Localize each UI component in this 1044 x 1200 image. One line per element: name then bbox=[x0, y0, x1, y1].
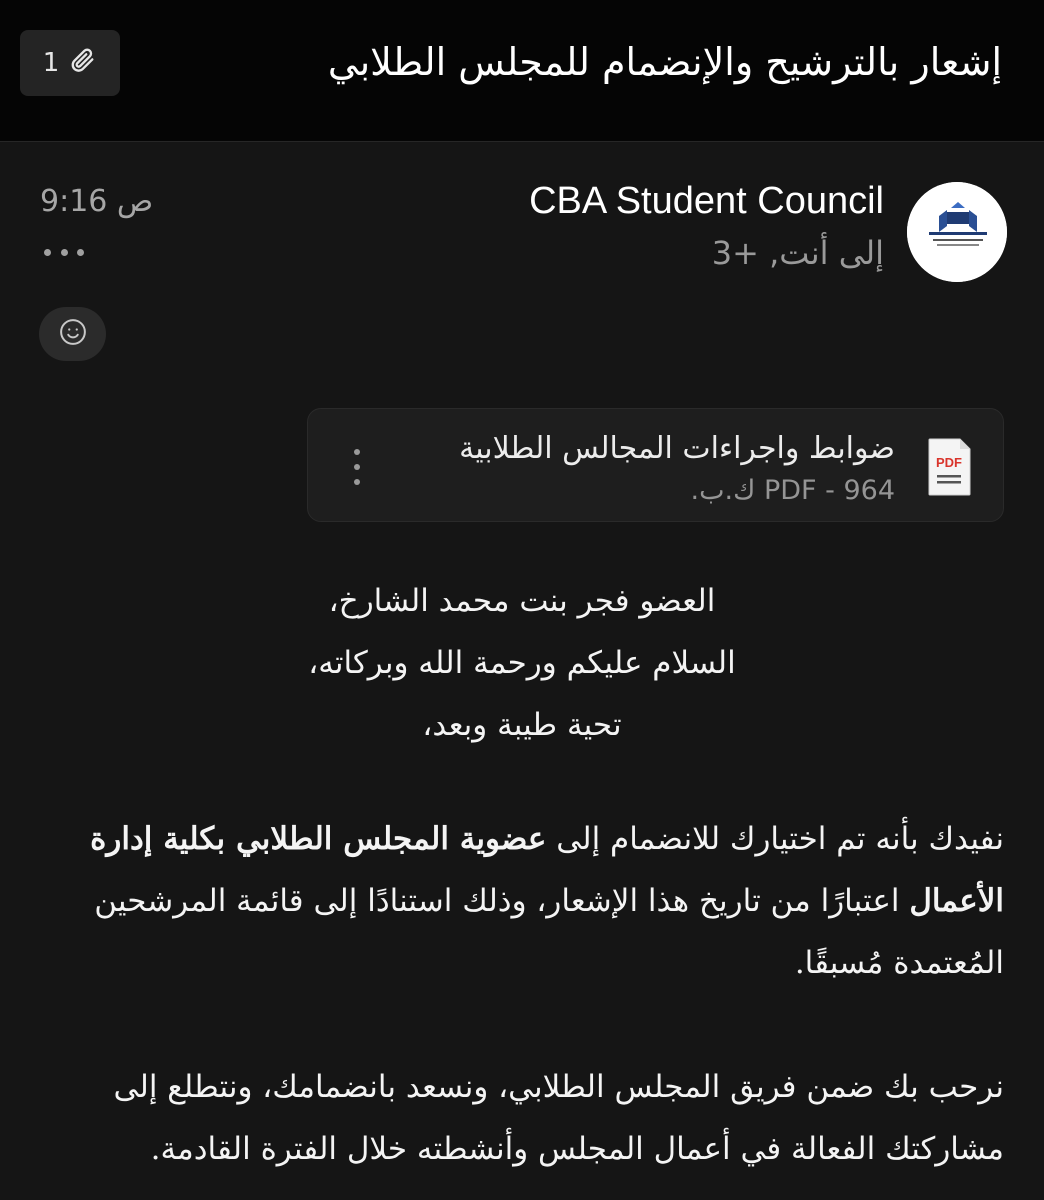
paragraph-line: مشاركتك الفعالة في أعمال المجلس وأنشطته خلال الفترة القادمة. bbox=[150, 1131, 1004, 1167]
pdf-file-icon bbox=[927, 437, 973, 497]
paperclip-icon bbox=[69, 46, 97, 81]
add-reaction-button[interactable] bbox=[39, 307, 106, 361]
student-council-logo-icon bbox=[907, 182, 1007, 282]
greeting-block bbox=[200, 570, 844, 756]
greeting-line: السلام عليكم ورحمة الله وبركاته، bbox=[308, 645, 736, 681]
sender-avatar[interactable] bbox=[907, 182, 1007, 282]
more-vertical-icon[interactable] bbox=[352, 449, 362, 485]
text-segment: نفيدك بأنه تم اختيارك للانضمام إلى bbox=[546, 821, 1004, 857]
recipients-line[interactable]: إلى أنت, +3 bbox=[711, 234, 884, 272]
text-segment: اعتبارًا من تاريخ هذا الإشعار، وذلك استنادًا إلى قائمة المرشحين bbox=[94, 883, 910, 919]
message-time: 9:16 ص bbox=[40, 184, 154, 219]
attachment-count-button[interactable] bbox=[20, 30, 120, 96]
more-horizontal-icon[interactable] bbox=[44, 240, 84, 264]
greeting-line: تحية طيبة وبعد، bbox=[422, 707, 622, 743]
attachment-meta: PDF - 964 ك.ب. bbox=[690, 475, 895, 506]
bold-text-segment: الأعمال bbox=[909, 883, 1004, 919]
greeting-line: العضو فجر بنت محمد الشارخ، bbox=[328, 583, 716, 619]
body-paragraph-1 bbox=[40, 808, 1004, 994]
paragraph-line: نرحب بك ضمن فريق المجلس الطلابي، ونسعد بانضمامك، ونتطلع إلى bbox=[113, 1069, 1004, 1105]
email-subject: إشعار بالترشيح والإنضمام للمجلس الطلابي bbox=[327, 40, 1002, 84]
smiley-icon bbox=[58, 317, 88, 351]
paragraph-line: المُعتمدة مُسبقًا. bbox=[794, 945, 1004, 981]
pdf-label: PDF bbox=[936, 455, 962, 470]
paragraph-line bbox=[40, 870, 1004, 932]
email-header bbox=[0, 0, 1044, 142]
bold-text-segment: عضوية المجلس الطلابي بكلية إدارة bbox=[90, 821, 547, 857]
body-paragraph-2 bbox=[40, 1056, 1004, 1180]
sender-name[interactable]: CBA Student Council bbox=[529, 180, 884, 222]
attachment-name: ضوابط واجراءات المجالس الطلابية bbox=[459, 431, 895, 466]
attachment-card[interactable] bbox=[307, 408, 1004, 522]
paragraph-line bbox=[40, 808, 1004, 870]
attachment-count: 1 bbox=[42, 48, 60, 78]
